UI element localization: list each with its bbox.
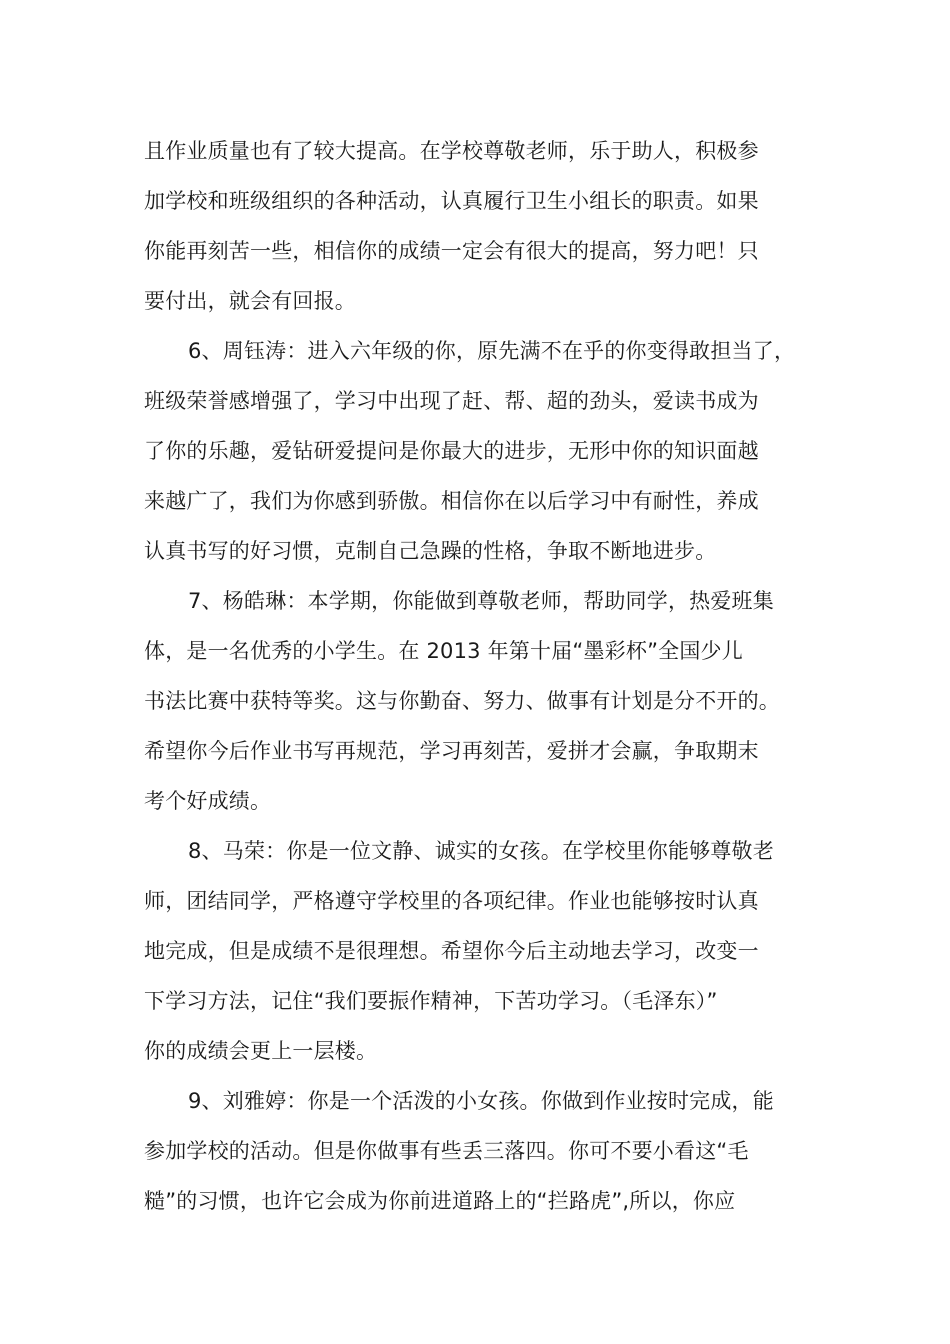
text-line: 来越广了，我们为你感到骄傲。相信你在以后学习中有耐性，养成 — [144, 489, 759, 513]
text-line: 你的成绩会更上一层楼。 — [144, 1039, 378, 1063]
text-line: 体，是一名优秀的小学生。在 2013 年第十届“墨彩杯”全国少儿 — [144, 639, 743, 663]
text-line: 地完成，但是成绩不是很理想。希望你今后主动地去学习，改变一 — [144, 939, 759, 963]
text-line: 下学习方法，记住“我们要振作精神，下苦功学习。（毛泽东）” — [144, 989, 718, 1013]
text-line: 认真书写的好习惯，克制自己急躁的性格，争取不断地进步。 — [144, 539, 717, 563]
text-line: 考个好成绩。 — [144, 789, 272, 813]
text-line: 班级荣誉感增强了，学习中出现了赶、帮、超的劲头，爱读书成为 — [144, 389, 759, 413]
text-line: 了你的乐趣，爱钻研爱提问是你最大的进步，无形中你的知识面越 — [144, 439, 759, 463]
text-line: 希望你今后作业书写再规范，学习再刻苦，爱拼才会赢，争取期末 — [144, 739, 759, 763]
text-line: 7、杨皓琳：本学期，你能做到尊敬老师，帮助同学，热爱班集 — [188, 589, 774, 613]
text-line: 你能再刻苦一些，相信你的成绩一定会有很大的提高，努力吧！只 — [144, 239, 759, 263]
text-line: 参加学校的活动。但是你做事有些丢三落四。你可不要小看这“毛 — [144, 1139, 749, 1163]
text-line: 9、刘雅婷：你是一个活泼的小女孩。你做到作业按时完成，能 — [188, 1089, 774, 1113]
text-line: 加学校和班级组织的各种活动，认真履行卫生小组长的职责。如果 — [144, 189, 759, 213]
text-line: 糙”的习惯，也许它会成为你前进道路上的“拦路虎”,所以，你应 — [144, 1189, 736, 1213]
text-line: 且作业质量也有了较大提高。在学校尊敬老师，乐于助人，积极参 — [144, 139, 759, 163]
text-line: 书法比赛中获特等奖。这与你勤奋、努力、做事有计划是分不开的。 — [144, 689, 780, 713]
text-line: 6、周钰涛：进入六年级的你，原先满不在乎的你变得敢担当了， — [188, 339, 796, 363]
text-line: 8、马荣：你是一位文静、诚实的女孩。在学校里你能够尊敬老 — [188, 839, 774, 863]
text-line: 要付出，就会有回报。 — [144, 289, 356, 313]
text-line: 师，团结同学，严格遵守学校里的各项纪律。作业也能够按时认真 — [144, 889, 759, 913]
